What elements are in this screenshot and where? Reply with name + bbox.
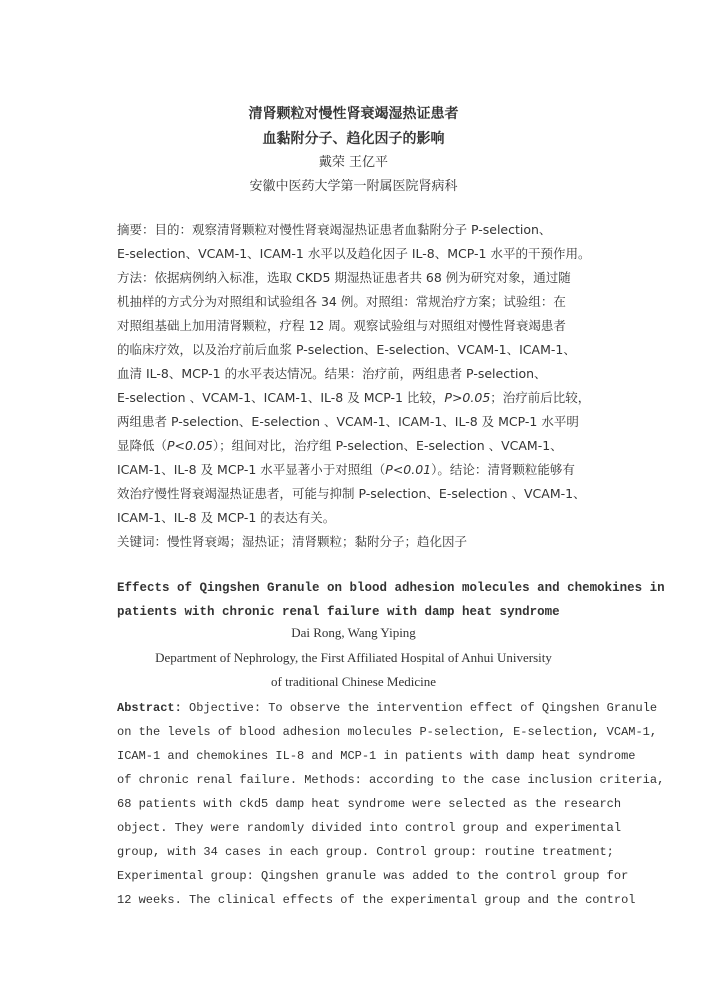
abstract-line: 效治疗慢性肾衰竭湿热证患者，可能与抑制 P-selection、E-selection 、VCAM-1、 <box>117 486 586 501</box>
chinese-title-line-1: 清肾颗粒对慢性肾衰竭湿热证患者 <box>248 106 459 122</box>
abstract-line: E-selection、VCAM-1、ICAM-1 水平以及趋化因子 IL-8、MCP-1 水平的干预作用。 <box>117 246 591 261</box>
abstract-line: ICAM-1、IL-8 及 MCP-1 的表达有关。 <box>117 510 336 525</box>
abstract-text: ；治疗前后比较， <box>490 390 591 405</box>
abstract-line: 68 patients with ckd5 damp heat syndrome were selected as the research <box>117 797 622 811</box>
chinese-affiliation: 安徽中医药大学第一附属医院肾病科 <box>249 179 458 194</box>
chinese-title-line-2: 血黏附分子、趋化因子的影响 <box>262 131 445 147</box>
p-value: P<0.01 <box>385 462 432 477</box>
abstract-line: 两组患者 P-selection、E-selection 、VCAM-1、ICAM-1、IL-8 及 MCP-1 水平明 <box>117 414 579 429</box>
abstract-line: ICAM-1 and chemokines IL-8 and MCP-1 in patients with damp heat syndrome <box>117 749 636 763</box>
p-value: P>0.05 <box>444 390 491 405</box>
abstract-line: on the levels of blood adhesion molecules P-selection, E-selection, VCAM-1, <box>117 725 658 739</box>
english-title <box>117 576 665 624</box>
abstract-line <box>117 458 627 482</box>
abstract-line: 机抽样的方式分为对照组和试验组各 34 例。对照组：常规治疗方案；试验组：在 <box>117 294 566 309</box>
english-affiliation-line-2: of traditional Chinese Medicine <box>271 674 436 689</box>
english-title-line-2: patients with chronic renal failure with damp heat syndrome <box>117 605 560 619</box>
english-affiliation-line-1: Department of Nephrology, the First Affiliated Hospital of Anhui University <box>155 650 552 665</box>
abstract-label: Abstract: <box>117 701 182 715</box>
abstract-line: group, with 34 cases in each group. Control group: routine treatment; <box>117 845 614 859</box>
abstract-line: 对照组基础上加用清肾颗粒，疗程 12 周。观察试验组与对照组对慢性肾衰竭患者 <box>117 318 566 333</box>
english-authors: Dai Rong, Wang Yiping <box>291 625 416 640</box>
abstract-text: ICAM-1、IL-8 及 MCP-1 水平显著小于对照组（ <box>117 462 386 477</box>
abstract-text: Objective: To observe the intervention effect of Qingshen Granule <box>181 701 658 715</box>
chinese-abstract <box>117 218 627 554</box>
abstract-line: 方法：依据病例纳入标准，选取 CKD5 期湿热证患者共 68 例为研究对象，通过随 <box>117 270 571 285</box>
abstract-line: Experimental group: Qingshen granule was added to the control group for <box>117 869 629 883</box>
abstract-text: E-selection 、VCAM-1、ICAM-1、IL-8 及 MCP-1 比较， <box>117 390 445 405</box>
english-abstract <box>117 696 665 912</box>
abstract-line <box>117 386 627 410</box>
abstract-line: 摘要：目的：观察清肾颗粒对慢性肾衰竭湿热证患者血黏附分子 P-selection、 <box>117 222 552 237</box>
abstract-line: 血清 IL-8、MCP-1 的水平表达情况。结果：治疗前，两组患者 P-selection、 <box>117 366 547 381</box>
chinese-authors: 戴荣 王亿平 <box>318 155 389 170</box>
abstract-line: 的临床疗效，以及治疗前后血浆 P-selection、E-selection、VCAM-1、ICAM-1、 <box>117 342 576 357</box>
abstract-text: ）。结论：清肾颗粒能够有 <box>431 462 575 477</box>
abstract-line: object. They were randomly divided into control group and experimental <box>117 821 622 835</box>
english-title-line-1: Effects of Qingshen Granule on blood adhesion molecules and chemokines in <box>117 581 665 595</box>
abstract-line <box>117 696 658 720</box>
abstract-text: 显降低（ <box>117 438 168 453</box>
abstract-line: 12 weeks. The clinical effects of the experimental group and the control <box>117 893 636 907</box>
p-value: P<0.05 <box>167 438 213 453</box>
keywords: 关键词：慢性肾衰竭；湿热证；清肾颗粒；黏附分子；趋化因子 <box>117 534 468 549</box>
abstract-text: ）；组间对比，治疗组 P-selection、E-selection 、VCAM-1、 <box>212 438 563 453</box>
abstract-line: of chronic renal failure. Methods: according to the case inclusion criteria, <box>117 773 665 787</box>
abstract-line <box>117 434 627 458</box>
